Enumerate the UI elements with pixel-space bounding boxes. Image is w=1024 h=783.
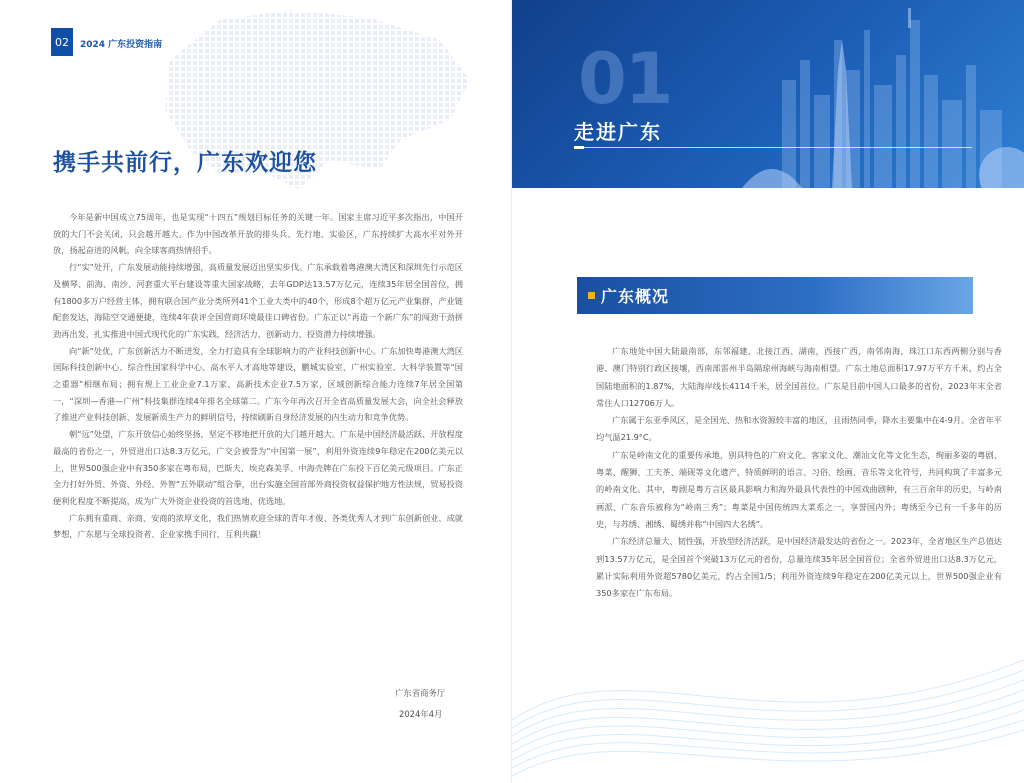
signature-organization: 广东省商务厅 bbox=[395, 688, 446, 698]
section-banner bbox=[512, 0, 1024, 188]
subsection-title: 广东概况 bbox=[601, 287, 670, 306]
overview-body bbox=[596, 343, 1002, 602]
paragraph: 广东地处中国大陆最南部，东邻福建，北接江西、湖南，西接广西，南邻南海，珠江口东西两侧分别与香港、澳门特别行政区接壤，西南部雷州半岛隔琼州海峡与海南相望。广东土地总面积17.97万平方千米，约占全国陆地面积的1.87%，大陆海岸线长4114千米，居全国首位。广东是目前中国人口最多的省份，2023年末全省常住人口12706万人。 bbox=[596, 346, 1002, 408]
paragraph: 广东是岭南文化的重要传承地，别具特色的广府文化、客家文化、潮汕文化等文化生态，绚丽多姿的粤剧、粤菜、醒狮、工夫茶、端砚等文化遗产，特质鲜明的语言、习俗、绘画、音乐等文化符号，共同构筑了丰富多元的岭南文化。其中，粤剧是粤方言区最具影响力和海外最具代表性的中国戏曲剧种，有三百余年的历史，与岭南画派、广东音乐被称为“岭南三秀”；粤菜是中国传统四大菜系之一，享誉国内外；粤绣至今已有一千多年的历史，与苏绣、湘绣、蜀绣并称“中国四大名绣”。 bbox=[596, 449, 1002, 529]
paragraph: 今年是新中国成立75周年，也是实现“十四五”规划目标任务的关键一年。国家主席习近平多次指出，中国开放的大门不会关闭，只会越开越大。作为中国改革开放的排头兵、先行地、实验区，广东持续扩大高水平对外开放，扬起奋进的风帆，向全球客商热情招手。 bbox=[53, 212, 463, 256]
page-number: 02 bbox=[55, 36, 69, 49]
paragraph: 朝“远”处望，广东开放信心始终坚扬，坚定不移地把开放的大门越开越大。广东是中国经济最活跃、开放程度最高的省份之一，外贸进出口达8.3万亿元，广交会被誉为“中国第一展”，利用外资连续9年稳定在200亿美元以上，世界500强企业中有350多家在粤布局，巴斯夫、埃克森美孚、中海壳牌在广东投下百亿美元级项目。广东正全力打好外贸、外资、外经、外智“五外联动”组合拳，出台实施全国首部外商投资权益保护地方性法规，贸易投资便利化程度不断提高，成为广大外资企业投资的首选地、优选地。 bbox=[53, 429, 463, 506]
page-number-block bbox=[51, 28, 73, 56]
paragraph: 行“实”处开，广东发展动能持续增强，高质量发展迈出坚实步伐。广东承载着粤港澳大湾区和深圳先行示范区及横琴、前海、南沙、河套重大平台建设等重大国家战略，去年GDP达13.57万亿元，连续35年居全国首位，拥有1800多万户经营主体，拥有联合国产业分类所列41个工业大类中的40个，形成8个超万亿元产业集群，产业链配套发达，海陆空交通便捷，连续4年获评全国营商环境最佳口碑省份。广东正以“再造一个新广东”的闯劲干劲拼劲再出发，扎实推进中国式现代化的广东实践，经济活力、创新动力、投资潜力持续增强。 bbox=[53, 262, 463, 339]
signature-date: 2024年4月 bbox=[399, 709, 443, 719]
section-number: 01 bbox=[578, 38, 672, 120]
section-title: 走进广东 bbox=[574, 120, 662, 144]
subsection-header bbox=[577, 277, 973, 314]
paragraph: 广东拥有重商、亲商、安商的浓厚文化，我们热情欢迎全球的青年才俊、各类优秀人才到广东创新创业、成就梦想，广东愿与全球投资者、企业家携手同行，互利共赢！ bbox=[53, 512, 463, 540]
running-header: 2024 广东投资指南 bbox=[80, 40, 163, 50]
section-divider bbox=[574, 147, 972, 148]
foreword-body bbox=[53, 209, 463, 543]
page-title: 携手共前行，广东欢迎您 bbox=[53, 150, 317, 176]
paragraph: 广东经济总量大、韧性强，开放型经济活跃，是中国经济最发达的省份之一。2023年，全省地区生产总值达到13.57万亿元，是全国首个突破13万亿元的省份，总量连续35年居全国首位；全省外贸进出口达8.3万亿元，累计实际利用外资超5780亿美元，约占全国1/5；利用外资连续9年稳定在200亿美元以上，世界500强企业有350多家在广东布局。 bbox=[596, 536, 1002, 599]
right-page bbox=[512, 0, 1024, 783]
section-divider-accent bbox=[574, 146, 584, 149]
bullet-square-icon bbox=[588, 292, 595, 299]
decorative-waves bbox=[512, 600, 1024, 783]
paragraph: 广东属于东亚季风区，是全国光、热和水资源较丰富的地区，且雨热同季，降水主要集中在4-9月。全省年平均气温21.9°C。 bbox=[596, 415, 1002, 443]
paragraph: 向“新”处优，广东创新活力不断迸发，全力打造具有全球影响力的产业科技创新中心。广东加快粤港澳大湾区国际科技创新中心、综合性国家科学中心、高水平人才高地等建设，鹏城实验室、广州实验室、大科学装置等“国之重器”相继布局；拥有规上工业企业7.1万家、高新技术企业7.5万家，区域创新综合能力连续7年居全国第一，“深圳—香港—广州”科技集群连续4年排名全球第二。广东今年再次召开全省高质量发展大会，向全社会释放了推进产业科技创新、发展新质生产力的鲜明信号，持续刷新自身经济发展的内生动力和竞争优势。 bbox=[53, 345, 463, 423]
